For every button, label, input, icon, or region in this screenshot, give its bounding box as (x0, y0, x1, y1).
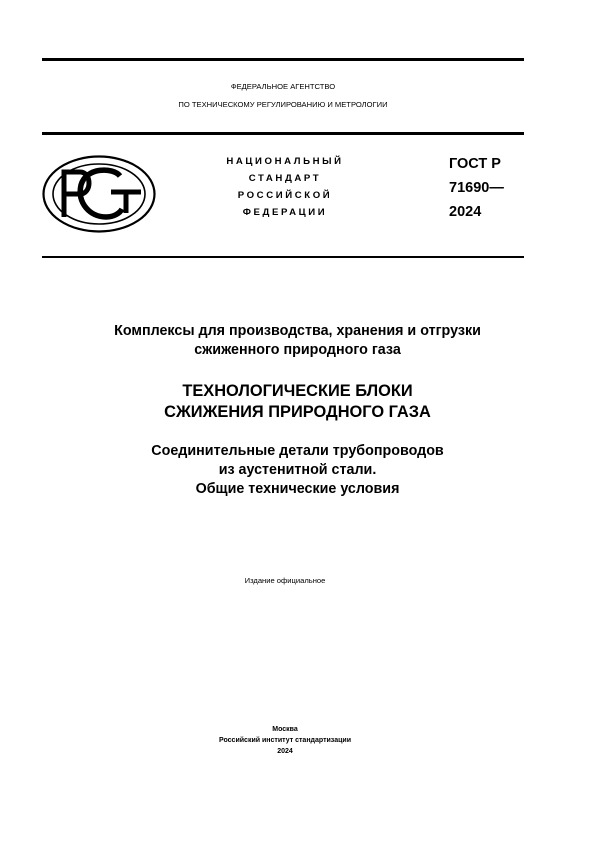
national-line: НАЦИОНАЛЬНЫЙ (226, 156, 344, 167)
agency-bottom-rule (42, 132, 524, 135)
standard-number (449, 155, 504, 221)
document-title-main (0, 381, 595, 423)
agency-line-2: ПО ТЕХНИЧЕСКОМУ РЕГУЛИРОВАНИЮ И МЕТРОЛОГИИ (178, 100, 388, 109)
header-bottom-rule (42, 256, 524, 258)
title-line: ТЕХНОЛОГИЧЕСКИЕ БЛОКИ (182, 382, 413, 400)
agency-name (42, 82, 524, 110)
national-standard-label (195, 156, 375, 219)
imprint-publisher: Российский институт стандартизации (218, 737, 351, 744)
publisher-imprint (0, 724, 570, 757)
national-line: РОССИЙСКОЙ (237, 190, 333, 201)
title-line: Общие технические условия (195, 481, 400, 497)
standard-number-line: 2024 (449, 204, 482, 220)
title-line: из аустенитной стали. (218, 462, 377, 478)
edition-label: Издание официальное (244, 576, 326, 585)
top-rule (42, 58, 524, 61)
title-line: СЖИЖЕНИЯ ПРИРОДНОГО ГАЗА (164, 403, 431, 421)
agency-line-1: ФЕДЕРАЛЬНОЕ АГЕНТСТВО (230, 82, 336, 91)
document-title-general (0, 322, 595, 360)
title-line: сжиженного природного газа (194, 342, 401, 358)
standard-number-line: ГОСТ Р (449, 156, 501, 172)
document-title-subject (0, 442, 595, 499)
gost-r-emblem-icon (42, 155, 156, 233)
imprint-year: 2024 (277, 748, 293, 755)
standard-number-line: 71690— (449, 180, 504, 196)
imprint-city: Москва (272, 726, 298, 733)
national-line: ФЕДЕРАЦИИ (242, 207, 328, 218)
national-line: СТАНДАРТ (248, 173, 322, 184)
title-line: Соединительные детали трубопроводов (151, 443, 444, 459)
title-line: Комплексы для производства, хранения и отгрузки (114, 323, 481, 339)
